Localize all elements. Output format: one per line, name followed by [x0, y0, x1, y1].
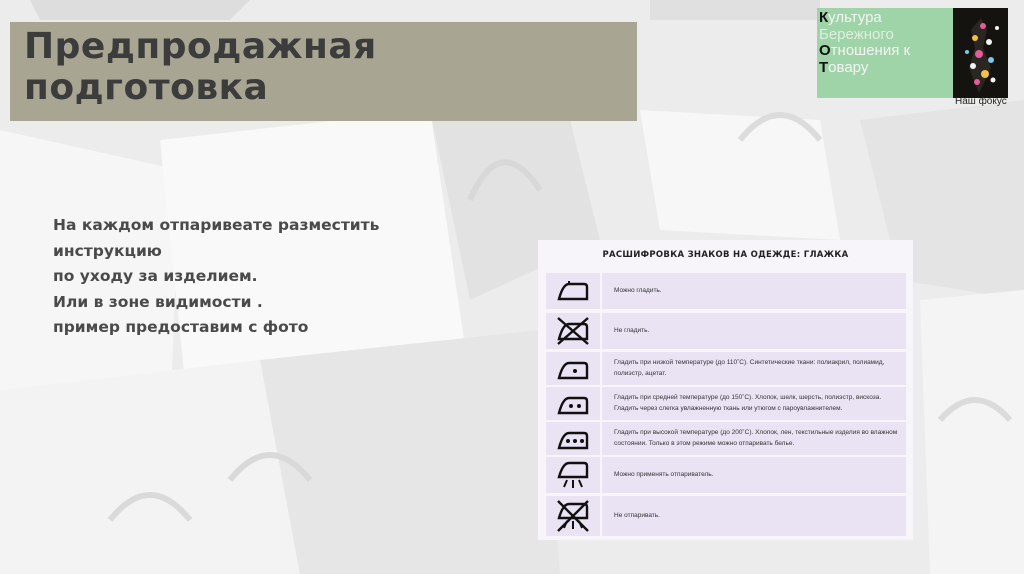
logo-line-2: Бережного: [819, 25, 894, 43]
row-description: Гладить при средней температуре (до 150˚С). Хлопок, шелк, шерсть, полиэстр, вискоза. Гладить через слегка увлажненную ткань или утюгом с пароувлажнителем.: [602, 387, 906, 420]
logo-flower-art: [953, 8, 1008, 98]
table-row: [546, 387, 906, 420]
iron-low-icon: [555, 357, 591, 381]
row-description: Не отпаривать.: [602, 496, 906, 536]
no-iron-icon: [555, 316, 591, 346]
body-text: [53, 213, 379, 341]
row-description: Не гладить.: [602, 313, 906, 349]
slide-title-line-1: Предпродажная: [24, 26, 377, 67]
table-row: [546, 352, 906, 385]
table-row: [546, 313, 906, 349]
table-title: РАСШИФРОВКА ЗНАКОВ НА ОДЕЖДЕ: ГЛАЖКА: [602, 250, 849, 260]
body-line: На каждом отпаривеате разместить: [53, 216, 380, 234]
iron-high-icon: [555, 427, 591, 451]
row-description: Гладить при низкой температуре (до 110˚С). Синтетические ткани: полиакрил, полиамид, полиэстр, ацетат.: [602, 352, 906, 385]
body-line: инструкцию: [53, 241, 162, 260]
row-description: Можно гладить.: [602, 273, 906, 309]
iron-medium-icon: [555, 392, 591, 416]
steam-icon: [555, 460, 591, 490]
table-row: [546, 457, 906, 493]
row-description: Гладить при высокой температуре (до 200˚С). Хлопок, лен, текстильные изделия во влажном состоянии. Только в этом режиме можно отпаривать белье.: [602, 422, 906, 455]
table-row: [546, 496, 906, 536]
logo-caption: Наш фокус: [955, 96, 1007, 107]
row-description: Можно применять отпариватель.: [602, 457, 906, 493]
body-line: по уходу за изделием.: [53, 267, 258, 286]
body-line: пример предоставим с фото: [53, 318, 309, 337]
logo-text-block: [817, 8, 953, 98]
logo-line-3: Отношения к: [819, 42, 911, 59]
table-row: [546, 273, 906, 309]
iron-icon: [555, 280, 591, 302]
logo-line-4: Товару: [819, 58, 869, 76]
slide-title-line-2: подготовка: [24, 67, 269, 108]
body-line: Или в зоне видимости .: [53, 292, 263, 311]
no-steam-icon: [555, 499, 591, 533]
table-row: [546, 422, 906, 455]
brand-logo: [817, 8, 1008, 111]
title-box: [10, 22, 637, 121]
ironing-symbols-table: [538, 240, 913, 540]
logo-line-1: Культура: [819, 9, 882, 26]
